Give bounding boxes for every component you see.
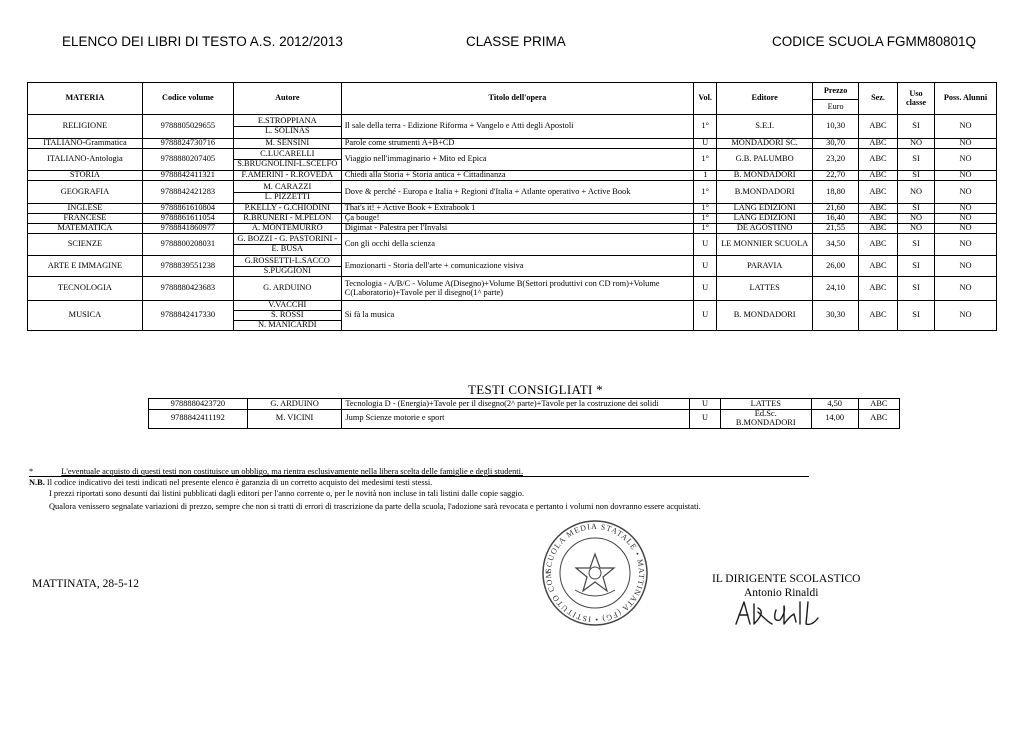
cell-codice: 9788861611054 — [142, 214, 233, 224]
cell-poss: NO — [935, 149, 997, 171]
suggested-titolo: Jump Scienze motorie e sport — [342, 410, 690, 429]
cell-autore — [233, 139, 341, 149]
author-name: V.VACCHI — [268, 300, 307, 310]
suggested-sez: ABC — [858, 410, 899, 429]
cell-sez: ABC — [859, 234, 898, 256]
cell-materia: TECNOLOGIA — [28, 277, 143, 301]
author-name: N. MANICARDI — [234, 320, 341, 330]
author-name: A. MONTEMURRO — [251, 223, 323, 233]
cell-autore — [233, 277, 341, 301]
author-name: L. PIZZETTI — [234, 192, 341, 202]
col-sez: Sez. — [859, 83, 898, 115]
suggested-autore: M. VICINI — [247, 410, 342, 429]
col-prezzo: Prezzo — [813, 83, 859, 100]
col-materia: MATERIA — [28, 83, 143, 115]
cell-titolo: Ça bouge! — [341, 214, 693, 224]
cell-uso: SI — [898, 115, 935, 139]
col-autore: Autore — [233, 83, 341, 115]
cell-titolo: Tecnologia - A/B/C - Volume A(Disegno)+Volume B(Settori produttivi con CD rom)+Volume C(Laboratorio)+Tavole per il disegno(1^ parte) — [341, 277, 693, 301]
cell-vol: U — [694, 139, 717, 149]
header-left: ELENCO DEI LIBRI DI TESTO A.S. 2012/2013 — [62, 34, 343, 49]
suggested-vol: U — [690, 399, 721, 410]
cell-poss: NO — [935, 204, 997, 214]
author-name: S.PUGGIONI — [234, 266, 341, 276]
cell-materia: STORIA — [28, 171, 143, 181]
header-right: CODICE SCUOLA FGMM80801Q — [772, 34, 977, 49]
cell-prezzo: 22,70 — [813, 171, 859, 181]
author-name: F.AMERINI - R.ROVEDA — [241, 170, 334, 180]
suggested-row — [149, 399, 900, 410]
cell-materia: ITALIANO-Grammatica — [28, 139, 143, 149]
cell-poss: NO — [935, 181, 997, 204]
cell-codice: 9788880423683 — [142, 277, 233, 301]
note-nb — [29, 477, 432, 488]
cell-materia: FRANCESE — [28, 214, 143, 224]
cell-sez: ABC — [859, 301, 898, 331]
cell-vol: 1° — [694, 149, 717, 171]
cell-uso: SI — [898, 234, 935, 256]
suggested-codice: 9788880423720 — [149, 399, 248, 410]
cell-titolo: Il sale della terra - Edizione Riforma + Vangelo e Atti degli Apostoli — [341, 115, 693, 139]
cell-autore — [233, 181, 341, 204]
cell-poss: NO — [935, 171, 997, 181]
cell-prezzo: 24,10 — [813, 277, 859, 301]
table-row — [28, 171, 997, 181]
author-name: E.STROPPIANA — [257, 116, 317, 126]
author-name: G. BOZZI - G. PASTORINI - — [237, 234, 338, 244]
cell-uso: SI — [898, 277, 935, 301]
cell-editore: DE AGOSTINO — [717, 224, 813, 234]
cell-codice: 9788861610804 — [142, 204, 233, 214]
cell-editore: MONDADORI SC. — [717, 139, 813, 149]
col-poss: Poss. Alunni — [935, 83, 997, 115]
col-vol: Vol. — [694, 83, 717, 115]
cell-codice: 9788842421283 — [142, 181, 233, 204]
col-uso: Uso classe — [898, 83, 935, 115]
cell-editore: LATTES — [717, 277, 813, 301]
cell-uso: SI — [898, 149, 935, 171]
cell-codice: 9788842411321 — [142, 171, 233, 181]
author-name: L. SOLINAS — [234, 126, 341, 136]
cell-prezzo: 30,70 — [813, 139, 859, 149]
cell-autore — [233, 301, 341, 331]
suggested-prezzo: 14,00 — [811, 410, 858, 429]
cell-vol: 1° — [694, 204, 717, 214]
cell-materia: MATEMATICA — [28, 224, 143, 234]
cell-codice: 9788824730716 — [142, 139, 233, 149]
cell-poss: NO — [935, 224, 997, 234]
cell-sez: ABC — [859, 214, 898, 224]
cell-poss: NO — [935, 277, 997, 301]
author-name: S.BRUGNOLINI-L.SCELFO — [234, 159, 341, 169]
cell-materia: INGLESE — [28, 204, 143, 214]
cell-poss: NO — [935, 139, 997, 149]
cell-sez: ABC — [859, 115, 898, 139]
cell-titolo: That's it! + Active Book + Extrabook 1 — [341, 204, 693, 214]
note-star-mark: * — [29, 467, 34, 476]
table-row — [28, 115, 997, 139]
cell-prezzo: 21,60 — [813, 204, 859, 214]
cell-autore — [233, 234, 341, 256]
cell-vol: U — [694, 256, 717, 277]
table-row — [28, 214, 997, 224]
cell-sez: ABC — [859, 149, 898, 171]
cell-editore: B. MONDADORI — [717, 301, 813, 331]
cell-codice: 9788841860977 — [142, 224, 233, 234]
col-editore: Editore — [717, 83, 813, 115]
cell-codice: 9788800208031 — [142, 234, 233, 256]
cell-prezzo: 16,40 — [813, 214, 859, 224]
principal-title: IL DIRIGENTE SCOLASTICO — [712, 573, 861, 585]
cell-uso: NO — [898, 224, 935, 234]
cell-titolo: Si fà la musica — [341, 301, 693, 331]
cell-vol: 1 — [694, 171, 717, 181]
principal-signature — [728, 598, 828, 633]
cell-materia: ARTE E IMMAGINE — [28, 256, 143, 277]
cell-autore — [233, 204, 341, 214]
cell-titolo: Con gli occhi della scienza — [341, 234, 693, 256]
cell-uso: NO — [898, 214, 935, 224]
suggested-editore: LATTES — [720, 399, 811, 410]
suggested-vol: U — [690, 410, 721, 429]
cell-sez: ABC — [859, 256, 898, 277]
table-row — [28, 256, 997, 277]
cell-uso: NO — [898, 181, 935, 204]
cell-vol: 1° — [694, 224, 717, 234]
cell-sez: ABC — [859, 181, 898, 204]
cell-titolo: Chiedi alla Storia + Storia antica + Cittadinanza — [341, 171, 693, 181]
table-row — [28, 277, 997, 301]
cell-prezzo: 34,50 — [813, 234, 859, 256]
cell-editore: LANG EDIZIONI — [717, 204, 813, 214]
table-row — [28, 139, 997, 149]
cell-editore: S.E.I. — [717, 115, 813, 139]
suggested-title: TESTI CONSIGLIATI * — [468, 382, 603, 397]
cell-uso: SI — [898, 171, 935, 181]
suggested-table — [148, 398, 900, 429]
cell-titolo: Emozionarti - Storia dell'arte + comunicazione visiva — [341, 256, 693, 277]
books-table — [27, 82, 997, 331]
suggested-editore: Ed.Sc. B.MONDADORI — [720, 410, 811, 429]
table-row — [28, 204, 997, 214]
col-codice: Codice volume — [142, 83, 233, 115]
cell-codice: 9788805029655 — [142, 115, 233, 139]
cell-autore — [233, 149, 341, 171]
cell-materia: MUSICA — [28, 301, 143, 331]
table-row — [28, 149, 997, 171]
cell-uso: SI — [898, 204, 935, 214]
cell-uso: SI — [898, 301, 935, 331]
note-star-text: L'eventuale acquisto di questi testi non costituisce un obbligo, ma rientra esclusivamente nella libera scelta delle famiglie e degli studenti. — [61, 467, 524, 476]
cell-prezzo: 23,20 — [813, 149, 859, 171]
author-name: M. CARAZZI — [263, 181, 312, 191]
cell-editore: B. MONDADORI — [717, 171, 813, 181]
cell-titolo: Dove & perché - Europa e Italia + Regioni d'Italia + Atlante operativo + Active Book — [341, 181, 693, 204]
cell-prezzo: 30,30 — [813, 301, 859, 331]
cell-titolo: Digimat - Palestra per l'Invalsi — [341, 224, 693, 234]
cell-poss: NO — [935, 234, 997, 256]
table-row — [28, 234, 997, 256]
cell-autore — [233, 214, 341, 224]
cell-codice: 9788839551238 — [142, 256, 233, 277]
cell-editore: LE MONNIER SCUOLA — [717, 234, 813, 256]
suggested-sez: ABC — [858, 399, 899, 410]
cell-editore: PARAVIA — [717, 256, 813, 277]
cell-materia: GEOGRAFIA — [28, 181, 143, 204]
place-date: MATTINATA, 28-5-12 — [32, 578, 140, 590]
table-row — [28, 224, 997, 234]
cell-vol: 1° — [694, 214, 717, 224]
cell-uso: SI — [898, 256, 935, 277]
cell-poss: NO — [935, 256, 997, 277]
cell-vol: U — [694, 277, 717, 301]
cell-sez: ABC — [859, 139, 898, 149]
cell-poss: NO — [935, 214, 997, 224]
suggested-autore: G. ARDUINO — [247, 399, 342, 410]
author-name: M. SENSINI — [265, 138, 310, 148]
cell-prezzo: 18,80 — [813, 181, 859, 204]
nb-text: Il codice indicativo dei testi indicati nel presente elenco è garanzia di un corretto acquisto dei medesimi testi stessi. — [46, 478, 433, 487]
note-price-changes: Qualora venissero segnalate variazioni di prezzo, sempre che non si tratti di errori di trascrizione da parte della scuola, l'adozione sarà revocata e pertanto i volumi non dovranno essere acquistati. — [49, 502, 701, 511]
school-stamp — [540, 518, 650, 633]
author-name: C.LUCARELLI — [260, 149, 315, 159]
cell-editore: G.B. PALUMBO — [717, 149, 813, 171]
stamp-text: SCUOLA MEDIA STATALE • MATTINATA (FG) • ISTITUTO COM — [543, 521, 647, 625]
cell-vol: U — [694, 301, 717, 331]
cell-vol: 1° — [694, 181, 717, 204]
cell-prezzo: 26,00 — [813, 256, 859, 277]
cell-editore: LANG EDIZIONI — [717, 214, 813, 224]
cell-autore — [233, 115, 341, 139]
cell-autore — [233, 224, 341, 234]
table-row — [28, 181, 997, 204]
cell-prezzo: 10,30 — [813, 115, 859, 139]
nb-label: N.B. — [29, 478, 45, 487]
cell-vol: U — [694, 234, 717, 256]
cell-vol: 1° — [694, 115, 717, 139]
cell-materia: ITALIANO-Antologia — [28, 149, 143, 171]
cell-titolo: Parole come strumenti A+B+CD — [341, 139, 693, 149]
author-name: R.BRUNERI - M.PELON — [243, 213, 332, 223]
author-name: G. ARDUINO — [263, 283, 312, 293]
cell-sez: ABC — [859, 277, 898, 301]
cell-poss: NO — [935, 301, 997, 331]
cell-materia: RELIGIONE — [28, 115, 143, 139]
suggested-row — [149, 410, 900, 429]
suggested-prezzo: 4,50 — [811, 399, 858, 410]
cell-autore — [233, 256, 341, 277]
principal-name: Antonio Rinaldi — [744, 587, 819, 599]
suggested-titolo: Tecnologia D - (Energia)+Tavole per il disegno(2^ parte)+Tavole per la costruzione dei solidi — [342, 399, 690, 410]
cell-titolo: Viaggio nell'immaginario + Mito ed Epica — [341, 149, 693, 171]
cell-uso: NO — [898, 139, 935, 149]
col-euro: Euro — [813, 100, 859, 115]
suggested-codice: 9788842411192 — [149, 410, 248, 429]
cell-materia: SCIENZE — [28, 234, 143, 256]
cell-sez: ABC — [859, 224, 898, 234]
cell-codice: 9788842417330 — [142, 301, 233, 331]
cell-poss: NO — [935, 115, 997, 139]
note-prices: I prezzi riportati sono desunti dai listini pubblicati dagli editori per l'anno corrente o, per le novità non incluse in tali listini dalle copie saggio. — [49, 489, 525, 498]
cell-prezzo: 21,55 — [813, 224, 859, 234]
author-name: P.KELLY - G.CHIODINI — [244, 203, 330, 213]
cell-editore: B.MONDADORI — [717, 181, 813, 204]
cell-sez: ABC — [859, 171, 898, 181]
author-name: E. BUSA — [234, 244, 341, 254]
cell-autore — [233, 171, 341, 181]
header-center: CLASSE PRIMA — [466, 34, 566, 49]
cell-codice: 9788880207405 — [142, 149, 233, 171]
author-name: G.ROSSETTI-L.SACCO — [244, 255, 330, 265]
cell-sez: ABC — [859, 204, 898, 214]
col-titolo: Titolo dell'opera — [341, 83, 693, 115]
author-name: S. ROSSI — [234, 310, 341, 320]
table-row — [28, 301, 997, 331]
